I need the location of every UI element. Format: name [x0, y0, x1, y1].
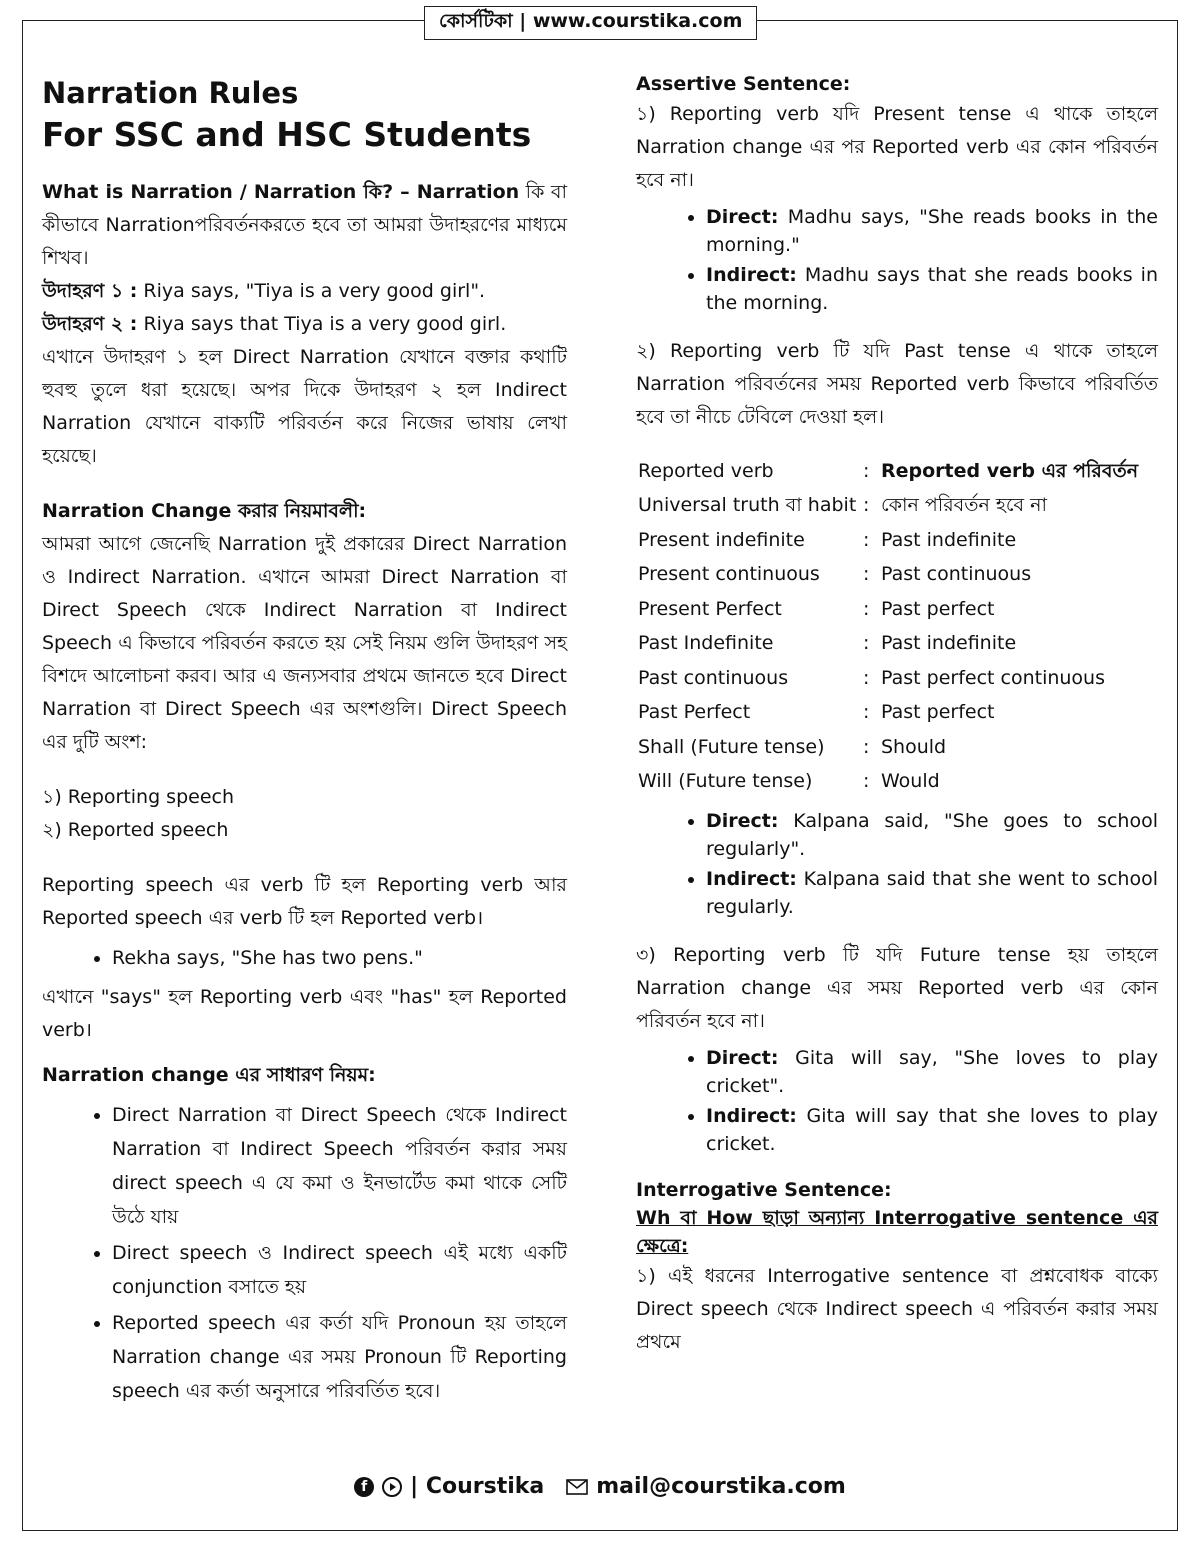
left-column	[42, 72, 567, 1414]
list-item	[706, 1102, 1158, 1158]
table-row	[638, 730, 1138, 765]
direct-text: Gita will say, "She loves to play cricket".	[706, 1047, 1158, 1097]
direct-text: Madhu says, "She reads books in the morning."	[706, 206, 1158, 256]
table-cell: কোন পরিবর্তন হবে না	[881, 494, 1047, 517]
table-cell: Universal truth বা habit	[638, 494, 857, 517]
interrogative-heading: Interrogative Sentence:	[636, 1179, 892, 1201]
list-item: • Direct Narration বা Direct Speech থেকে Indirect Narration বা Indirect Speech পরিবর্তন করার সময় direct speech এ যে কমা ও ইনভার্টেড কমা থাকে সেটি উঠে যায়	[112, 1098, 567, 1234]
example-list	[42, 941, 567, 975]
page-subtitle: For SSC and HSC Students	[42, 115, 532, 154]
facebook-icon[interactable]: f	[354, 1477, 374, 1497]
table-cell: :	[863, 632, 870, 655]
list-item	[706, 203, 1158, 259]
part-2: ২) Reported speech	[42, 819, 229, 841]
example-1-text: Riya says, "Tiya is a very good girl".	[137, 280, 486, 302]
direct-label: Direct:	[706, 810, 779, 832]
assertive-heading: Assertive Sentence:	[636, 73, 851, 95]
example-1	[42, 275, 567, 308]
list-item: • Reported speech এর কর্তা যদি Pronoun হয় তাহলে Narration change এর সময় Pronoun টি Reporting speech এর কর্তা অনুসারে পরিবর্তিত হবে।	[112, 1306, 567, 1408]
intro-text: কি বা কীভাবে Narrationপরিবর্তনকরতে হবে তা আমরা উদাহরণের মাধ্যমে শিখব।	[42, 181, 567, 269]
general-rules-heading: Narration change এর সাধারণ নিয়ম:	[42, 1064, 376, 1086]
table-cell: Past indefinite	[881, 632, 1017, 655]
table-row	[638, 592, 1138, 627]
header-text: কোর্সটিকা | www.courstika.com	[439, 10, 743, 32]
table-row	[638, 765, 1138, 800]
table-cell: Present indefinite	[638, 528, 805, 551]
footer-email[interactable]: mail@courstika.com	[596, 1474, 846, 1499]
table-cell: Should	[881, 735, 947, 758]
table-cell: Present Perfect	[638, 597, 782, 620]
indirect-text: Kalpana said that she went to school regularly.	[706, 868, 1158, 918]
table-cell: Past Indefinite	[638, 632, 774, 655]
reporting-paragraph: Reporting speech এর verb টি হল Reporting verb আর Reported speech এর verb টি হল Reported verb।	[42, 874, 567, 929]
table-cell: :	[863, 459, 870, 482]
rule-2-examples	[636, 807, 1158, 921]
example-2-label: উদাহরণ ২ :	[42, 313, 138, 335]
list-item: • Direct speech ও Indirect speech এই মধ্যে একটি conjunction বসাতে হয়	[112, 1236, 567, 1304]
change-paragraph: আমরা আগে জেনেছি Narration দুই প্রকারের Direct Narration ও Indirect Narration. এখানে আমরা Direct Narration বা Direct Speech থেকে Indirect Narration বা Indirect Speech এ কিভাবে পরিবর্তন করতে হয় সেই নিয়ম গুলি উদাহরণ সহ বিশদে আলোচনা করব। আর এ জন্যসবার প্রথমে জানতে হবে Direct Narration বা Direct Speech এর অংশগুলি। Direct Speech এর দুটি অংশ:	[42, 533, 567, 753]
table-row	[638, 661, 1138, 696]
table-cell: :	[863, 735, 870, 758]
table-cell: :	[863, 563, 870, 586]
table-row	[638, 627, 1138, 662]
intro-paragraph	[42, 176, 567, 275]
explanation-paragraph: এখানে উদাহরণ ১ হল Direct Narration যেখানে বক্তার কথাটি হুবহু তুলে ধরা হয়েছে। অপর দিকে উদাহরণ ২ হল Indirect Narration যেখানে বাক্যটি পরিবর্তন করে নিজের ভাষায় লেখা হয়েছে।	[42, 346, 567, 467]
youtube-icon[interactable]	[382, 1477, 402, 1497]
table-cell: :	[863, 494, 870, 517]
says-paragraph: এখানে "says" হল Reporting verb এবং "has" হল Reported verb।	[42, 986, 567, 1041]
interrogative-rule: ১) এই ধরনের Interrogative sentence বা প্রশ্নবোধক বাক্যে Direct speech থেকে Indirect speech এ পরিবর্তন করার সময় প্রথমে	[636, 1265, 1158, 1353]
indirect-label: Indirect:	[706, 868, 797, 890]
page-title: Narration Rules	[42, 76, 299, 110]
table-cell: Past Perfect	[638, 701, 751, 724]
general-rules-list	[42, 1098, 567, 1408]
rule-3-examples	[636, 1044, 1158, 1158]
table-row	[638, 454, 1138, 489]
list-item	[706, 807, 1158, 863]
rule-1-examples	[636, 203, 1158, 317]
footer-brand: | Courstika	[410, 1474, 545, 1499]
table-cell: Reported verb	[638, 459, 774, 482]
interrogative-subheading: Wh বা How ছাড়া অন্যান্য Interrogative sentence এর ক্ষেত্রে:	[636, 1207, 1158, 1257]
mail-icon	[566, 1479, 588, 1495]
change-heading: Narration Change করার নিয়মাবলী:	[42, 500, 367, 522]
direct-label: Direct:	[706, 1047, 779, 1069]
table-cell: Present continuous	[638, 563, 820, 586]
table-cell: :	[863, 597, 870, 620]
table-cell: Past perfect continuous	[881, 666, 1106, 689]
rule-2: ২) Reporting verb টি যদি Past tense এ থাকে তাহলে Narration পরিবর্তনের সময় Reported verb কিভাবে পরিবর্তিত হবে তা নীচে টেবিলে দেওয়া হল।	[636, 340, 1158, 428]
table-row	[638, 523, 1138, 558]
right-column	[636, 70, 1158, 1359]
table-cell: Reported verb এর পরিবর্তন	[881, 459, 1139, 482]
intro-question: What is Narration / Narration কি? – Narration	[42, 181, 520, 203]
indirect-text: Gita will say that she loves to play cricket.	[706, 1105, 1158, 1155]
table-cell: :	[863, 666, 870, 689]
rule-3: ৩) Reporting verb টি যদি Future tense হয় তাহলে Narration change এর সময় Reported verb এর কোন পরিবর্তন হবে না।	[636, 944, 1158, 1032]
example-2	[42, 308, 567, 341]
indirect-label: Indirect:	[706, 1105, 797, 1127]
tense-table	[638, 454, 1138, 799]
table-cell: Shall (Future tense)	[638, 735, 825, 758]
table-cell: Past continuous	[881, 563, 1032, 586]
example-1-label: উদাহরণ ১ :	[42, 280, 138, 302]
table-cell: :	[863, 770, 870, 793]
direct-label: Direct:	[706, 206, 779, 228]
header-banner	[424, 6, 757, 40]
table-cell: :	[863, 701, 870, 724]
indirect-text: Madhu says that she reads books in the morning.	[706, 264, 1158, 314]
table-cell: Past continuous	[638, 666, 789, 689]
table-row	[638, 489, 1138, 524]
table-cell: :	[863, 528, 870, 551]
table-cell: Would	[881, 770, 940, 793]
list-item	[706, 865, 1158, 921]
list-item	[706, 1044, 1158, 1100]
direct-text: Kalpana said, "She goes to school regularly".	[706, 810, 1158, 860]
part-1: ১) Reporting speech	[42, 786, 235, 808]
table-cell: Past perfect	[881, 597, 995, 620]
example-2-text: Riya says that Tiya is a very good girl.	[137, 313, 507, 335]
table-row	[638, 558, 1138, 593]
indirect-label: Indirect:	[706, 264, 797, 286]
table-cell: Past indefinite	[881, 528, 1017, 551]
list-item	[706, 261, 1158, 317]
table-cell: Will (Future tense)	[638, 770, 813, 793]
rule-1: ১) Reporting verb যদি Present tense এ থাকে তাহলে Narration change এর পর Reported verb এর কোন পরিবর্তন হবে না।	[636, 103, 1158, 191]
list-item: • Rekha says, "She has two pens."	[112, 941, 567, 975]
table-row	[638, 696, 1138, 731]
table-cell: Past perfect	[881, 701, 995, 724]
footer	[0, 1474, 1200, 1499]
